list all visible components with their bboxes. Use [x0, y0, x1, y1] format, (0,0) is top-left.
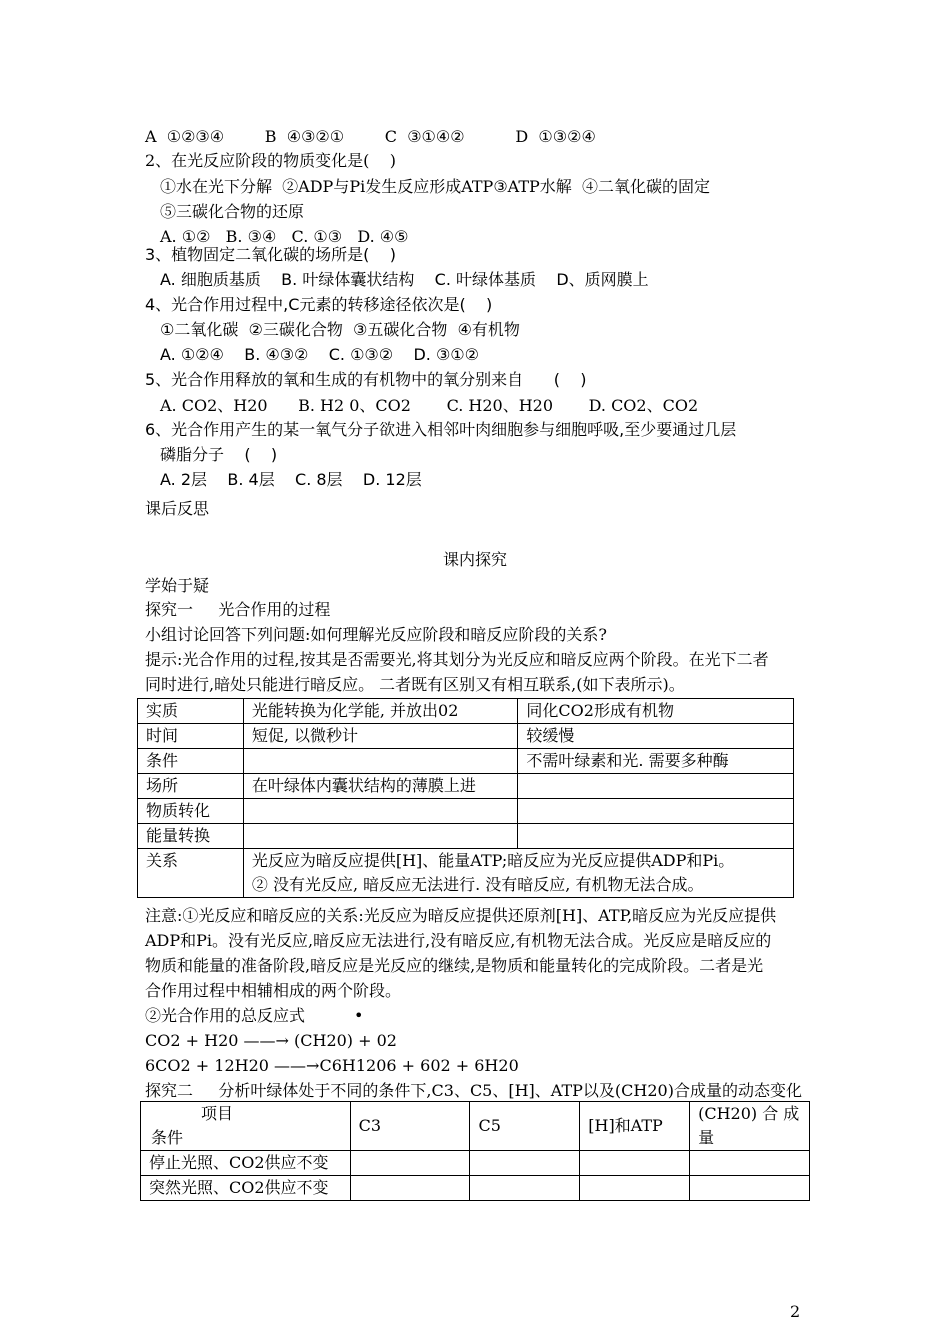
equation-1: CO2 + H20 ——→ (CH20) + 02	[145, 1031, 397, 1050]
table-cell: 较缓慢	[518, 724, 794, 749]
group-discussion: 小组讨论回答下列问题:如何理解光反应阶段和暗反应阶段的关系?	[145, 625, 607, 644]
note-line3: 物质和能量的准备阶段,暗反应是光反应的继续,是物质和能量转化的完成阶段。二者是光	[145, 956, 764, 975]
q5-stem: 5、光合作用释放的氧和生成的有机物中的氧分别来自 ( )	[145, 370, 587, 389]
column-header-line2: 量	[698, 1128, 715, 1147]
dynamics-table	[140, 1101, 810, 1201]
header-item: 项目	[201, 1104, 234, 1123]
relation-line2: ② 没有光反应, 暗反应无法进行. 没有暗反应, 有机物无法合成。	[251, 875, 704, 894]
table-cell: 能量转换	[138, 824, 244, 849]
table-cell	[580, 1151, 690, 1176]
table-row	[141, 1176, 810, 1201]
table-cell	[243, 749, 518, 774]
table-cell: 在叶绿体内囊状结构的薄膜上进	[243, 774, 518, 799]
table-cell: 场所	[138, 774, 244, 799]
q2-line2: ⑤三碳化合物的还原	[160, 202, 305, 221]
table-row	[138, 774, 794, 799]
table-row	[138, 799, 794, 824]
q3-stem: 3、植物固定二氧化碳的场所是( )	[145, 245, 397, 264]
table-row	[138, 699, 794, 724]
table-cell: 条件	[138, 749, 244, 774]
hint-line1: 提示:光合作用的过程,按其是否需要光,将其划分为光反应和暗反应两个阶段。在光下二者	[145, 650, 769, 669]
table-cell	[243, 799, 518, 824]
table-cell: 物质转化	[138, 799, 244, 824]
learn-from-doubt: 学始于疑	[145, 576, 210, 595]
note-line4: 合作用过程中相辅相成的两个阶段。	[145, 981, 402, 1000]
header-item-condition	[141, 1102, 351, 1151]
column-header-ch2o	[690, 1102, 810, 1151]
table-cell	[518, 824, 794, 849]
hint-line2: 同时进行,暗处只能进行暗反应。 二者既有区别又有相互联系,(如下表所示)。	[145, 675, 685, 694]
q6-stem2: 磷脂分子 ( )	[160, 445, 278, 464]
q2-line1: ①水在光下分解 ②ADP与Pi发生反应形成ATP③ATP水解 ④二氧化碳的固定	[160, 177, 710, 196]
q4-line1: ①二氧化碳 ②三碳化合物 ③五碳化合物 ④有机物	[160, 320, 520, 339]
table-cell	[470, 1176, 580, 1201]
q1-options: A ①②③④ B ④③②① C ③①④② D ①③②④	[145, 127, 596, 146]
q6-options: A. 2层 B. 4层 C. 8层 D. 12层	[160, 470, 422, 489]
table-cell: 同化CO2形成有机物	[518, 699, 794, 724]
q5-options: A. CO2、H20 B. H2 0、CO2 C. H20、H20 D. CO2、CO2	[160, 396, 699, 415]
total-equation-title: ②光合作用的总反应式	[145, 1006, 306, 1025]
table-cell: 停止光照、CO2供应不变	[141, 1151, 351, 1176]
page-number: 2	[790, 1302, 801, 1321]
note-line2: ADP和Pi。没有光反应,暗反应无法进行,没有暗反应,有机物无法合成。光反应是暗反应的	[145, 931, 772, 950]
table-cell: 短促, 以微秒计	[243, 724, 518, 749]
q3-options: A. 细胞质基质 B. 叶绿体囊状结构 C. 叶绿体基质 D、质网膜上	[160, 270, 649, 289]
q4-options: A. ①②④ B. ④③② C. ①③② D. ③①②	[160, 345, 479, 364]
column-header: C3	[350, 1102, 470, 1151]
relation-cell	[243, 849, 793, 898]
table-cell: 突然光照、CO2供应不变	[141, 1176, 351, 1201]
table-row	[138, 724, 794, 749]
table-cell: 不需叶绿素和光. 需要多种酶	[518, 749, 794, 774]
after-class-reflection: 课后反思	[145, 499, 210, 518]
section-title: 课内探究	[442, 550, 507, 569]
table-cell	[350, 1151, 470, 1176]
relation-label: 关系	[138, 849, 244, 898]
q6-stem: 6、光合作用产生的某一氧气分子欲进入相邻叶肉细胞参与细胞呼吸,至少要通过几层	[145, 420, 737, 439]
table-cell: 实质	[138, 699, 244, 724]
table-cell	[690, 1151, 810, 1176]
table-cell	[243, 824, 518, 849]
table-cell	[518, 774, 794, 799]
table-cell: 光能转换为化学能, 并放出02	[243, 699, 518, 724]
header-condition: 条件	[151, 1128, 184, 1147]
q2-options: A. ①② B. ③④ C. ①③ D. ④⑤	[160, 227, 409, 246]
table-cell	[470, 1151, 580, 1176]
table-cell	[518, 799, 794, 824]
bullet-mark: •	[354, 1006, 364, 1025]
table-header-row	[141, 1102, 810, 1151]
table-row	[138, 849, 794, 898]
note-line1: 注意:①光反应和暗反应的关系:光反应为暗反应提供还原剂[H]、ATP,暗反应为光反应提供	[145, 906, 777, 925]
relation-line1: 光反应为暗反应提供[H]、能量ATP;暗反应为光反应提供ADP和Pi。	[251, 851, 735, 870]
table-cell: 时间	[138, 724, 244, 749]
table-cell	[350, 1176, 470, 1201]
table-row	[138, 824, 794, 849]
q4-stem: 4、光合作用过程中,C元素的转移途径依次是( )	[145, 295, 493, 314]
explore1-title: 探究一 光合作用的过程	[145, 600, 331, 619]
explore2-title: 探究二 分析叶绿体处于不同的条件下,C3、C5、[H]、ATP以及(CH20)合成量的动态变化	[145, 1081, 802, 1100]
table-cell	[690, 1176, 810, 1201]
column-header: [H]和ATP	[580, 1102, 690, 1151]
equation-2: 6CO2 + 12H20 ——→C6H1206 + 602 + 6H20	[145, 1056, 519, 1075]
column-header-line1: (CH20) 合 成	[698, 1104, 800, 1123]
table-cell	[580, 1176, 690, 1201]
table-row	[138, 749, 794, 774]
q2-stem: 2、在光反应阶段的物质变化是( )	[145, 151, 397, 170]
table-row	[141, 1151, 810, 1176]
column-header: C5	[470, 1102, 580, 1151]
comparison-table	[137, 698, 794, 898]
